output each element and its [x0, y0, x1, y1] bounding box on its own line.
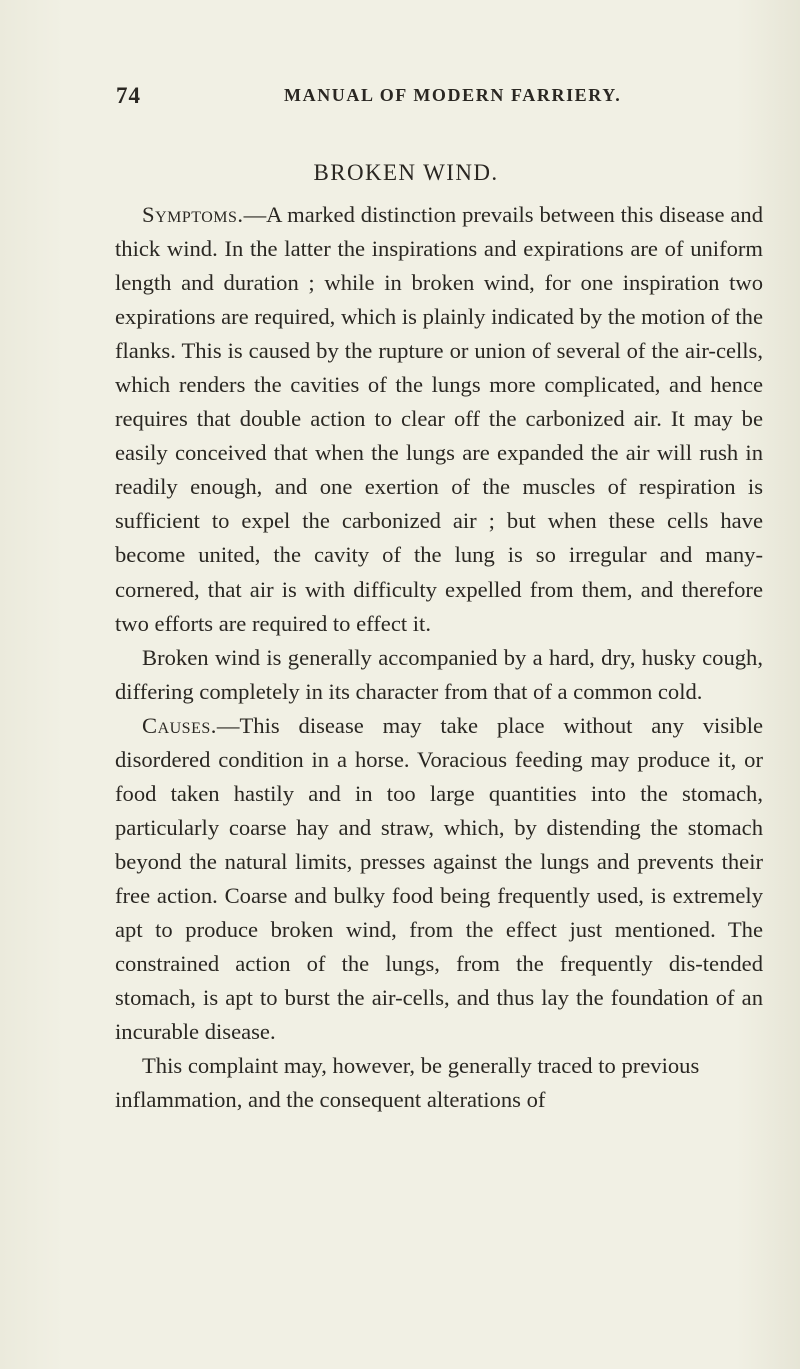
- causes-heading: Causes.: [142, 712, 217, 738]
- symptoms-text: —A marked distinction prevails between this disease and thick wind. In the latter the inspirations and expirations are of uniform length and duration ; while in broken wind, for one inspiration two expirations are required, which is plainly indicated by the motion of the flanks. This is caused by the rupture or union of several of the air-cells, which renders the cavities of the lungs more complicated, and hence requires that double action to clear off the carbonized air. It may be easily conceived that when the lungs are expanded the air will rush in readily enough, and one exertion of the muscles of respiration is sufficient to expel the carbonized air ; but when these cells have become united, the cavity of the lung is so irregular and many-cornered, that air is with difficulty expelled from them, and therefore two efforts are required to effect it.: [115, 202, 763, 636]
- paragraph-cough: [115, 641, 763, 709]
- running-header: [116, 83, 736, 113]
- causes-text: —This disease may take place without any visible disordered condition in a horse. Voracious feeding may produce it, or food taken hastily and in too large quantities into the stomach, particularly coarse hay and straw, which, by distending the stomach beyond the natural limits, presses against the lungs and prevents their free action. Coarse and bulky food being frequently used, is extremely apt to produce broken wind, from the effect just mentioned. The constrained action of the lungs, from the frequently dis-tended stomach, is apt to burst the air-cells, and thus lay the foundation of an incurable disease.: [115, 712, 763, 1045]
- body-text: [115, 198, 763, 1117]
- complaint-text: This complaint may, however, be generally traced to previous inflammation, and the consequent alterations of: [115, 1053, 700, 1113]
- symptoms-heading: Symptoms.: [142, 202, 244, 227]
- paragraph-causes: [115, 709, 763, 1049]
- paragraph-complaint: [115, 1049, 763, 1117]
- paragraph-symptoms: [115, 198, 763, 641]
- page-number: 74: [116, 83, 141, 108]
- running-title: MANUAL OF MODERN FARRIERY.: [284, 85, 622, 105]
- cough-text: Broken wind is generally accompanied by a hard, dry, husky cough, differing completely in its character from that of a common cold.: [115, 644, 763, 704]
- section-title: BROKEN WIND.: [313, 160, 499, 185]
